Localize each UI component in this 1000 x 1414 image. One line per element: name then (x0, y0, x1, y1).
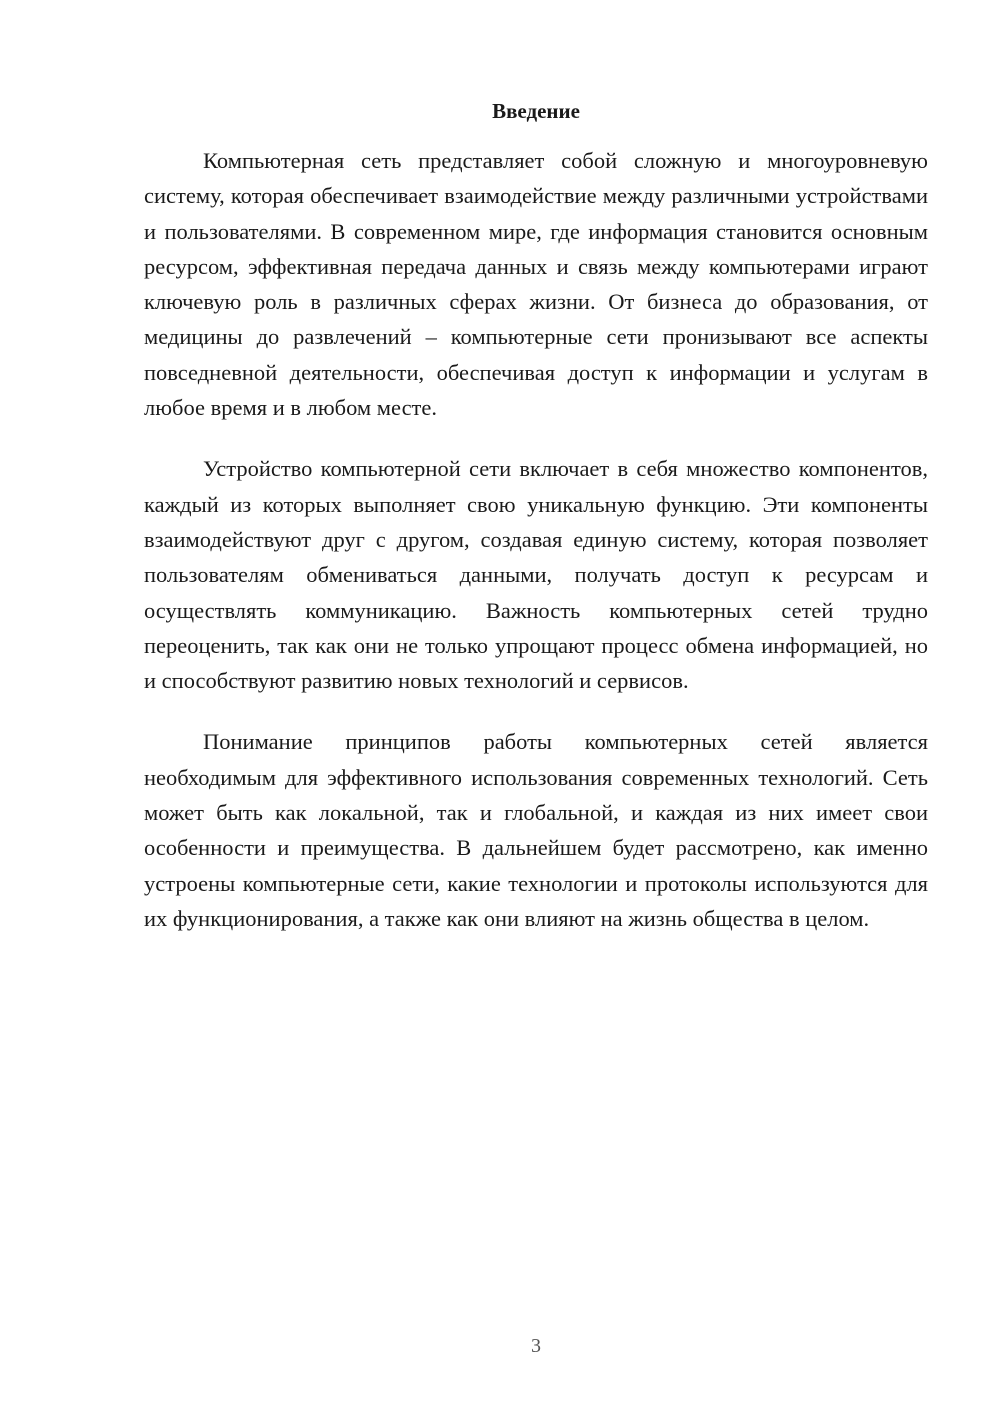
page-number: 3 (531, 1335, 541, 1357)
document-body (144, 96, 928, 936)
section-heading: Введение (492, 99, 580, 123)
paragraph-3: Понимание принципов работы компьютерных сетей является необходимым для эффективного использования современных технологий. Сеть может быть как локальной, так и глобальной, и каждая из них имеет свои особенности и преимущества. В дальнейшем будет рассмотрено, как именно устроены компьютерные сети, какие технологии и протоколы используются для их функционирования, а также как они влияют на жизнь общества в целом. (144, 729, 928, 931)
paragraph-1: Компьютерная сеть представляет собой сложную и многоуровневую систему, которая обеспечивает взаимодействие между различными устройствами и пользователями. В современном мире, где информация становится основным ресурсом, эффективная передача данных и связь между компьютерами играют ключевую роль в различных сферах жизни. От бизнеса до образования, от медицины до развлечений – компьютерные сети пронизывают все аспекты повседневной деятельности, обеспечивая доступ к информации и услугам в любое время и в любом месте. (144, 148, 928, 421)
paragraph-2: Устройство компьютерной сети включает в себя множество компонентов, каждый из которых выполняет свою уникальную функцию. Эти компоненты взаимодействуют друг с другом, создавая единую систему, которая позволяет пользователям обмениваться данными, получать доступ к ресурсам и осуществлять коммуникацию. Важность компьютерных сетей трудно переоценить, так как они не только упрощают процесс обмена информацией, но и способствуют развитию новых технологий и сервисов. (144, 456, 928, 694)
